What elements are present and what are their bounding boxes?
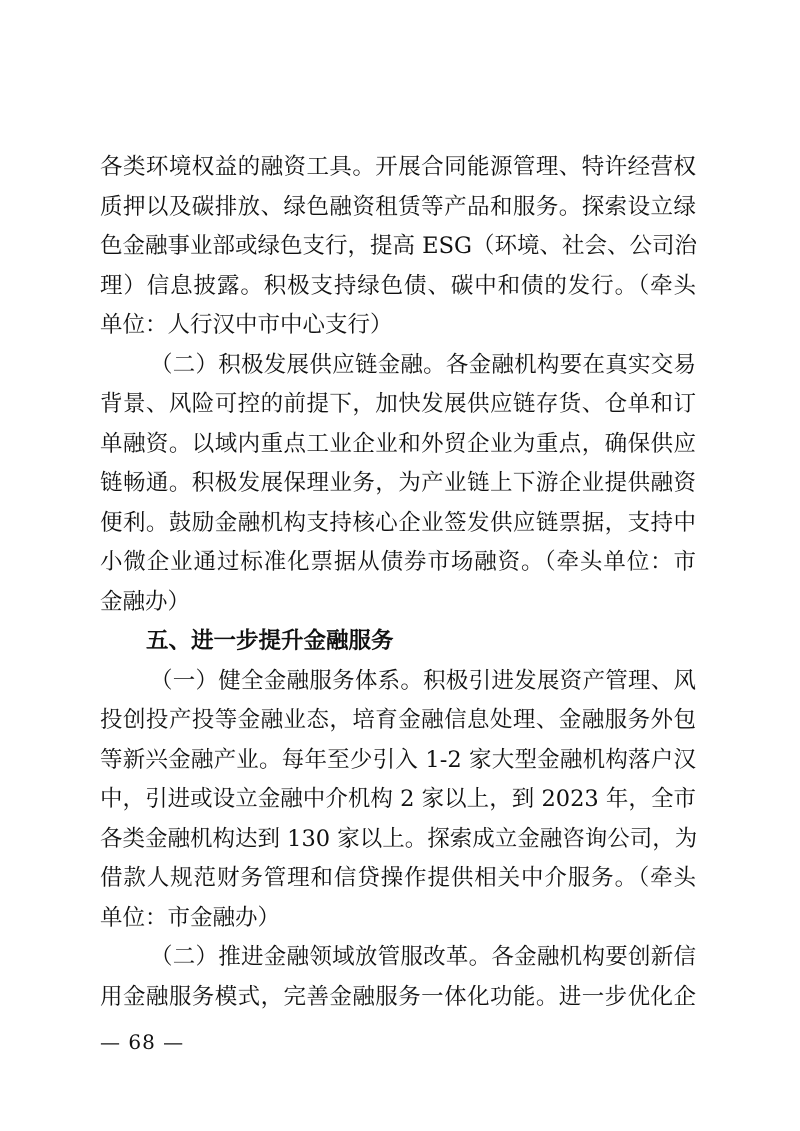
text-line: 金融办） [100,588,191,615]
section-heading: 五、进一步提升金融服务 [146,628,394,654]
text-line: 各类环境权益的融资工具。开展合同能源管理、特许经营权 [100,154,696,180]
text-line: （二）积极发展供应链金融。各金融机构要在真实交易 [150,351,696,378]
text-line: 色金融事业部或绿色支行，提高 ESG（环境、社会、公司治 [100,233,697,259]
text-line: （二）推进金融领域放管服改革。各金融机构要创新信 [150,944,696,970]
page-number: — 68 — [100,1030,185,1054]
text-line: 单融资。以域内重点工业企业和外贸企业为重点，确保供应 [100,430,696,457]
text-line: 中，引进或设立金融中介机构 2 家以上，到 2023 年，全市 [100,786,696,812]
text-line: 理）信息披露。积极支持绿色债、碳中和债的发行。（牵头 [100,272,696,299]
text-line: 借款人规范财务管理和信贷操作提供相关中介服务。（牵头 [100,865,696,891]
text-line: （一）健全金融服务体系。积极引进发展资产管理、风 [150,667,696,694]
text-line: 单位：人行汉中市中心支行） [100,312,393,338]
text-line: 背景、风险可控的前提下，加快发展供应链存货、仓单和订 [100,391,696,417]
paragraph-finance-reform [100,938,696,1017]
text-line: 便利。鼓励金融机构支持核心企业签发供应链票据，支持中 [100,509,696,536]
text-line: 链畅通。积极发展保理业务，为产业链上下游企业提供融资 [100,470,696,496]
document-body [100,148,696,1017]
text-line: 小微企业通过标准化票据从债券市场融资。（牵头单位：市 [100,549,696,575]
text-line: 各类金融机构达到 130 家以上。探索成立金融咨询公司，为 [100,825,698,852]
text-line: 质押以及碳排放、绿色融资租赁等产品和服务。探索设立绿 [100,193,696,220]
paragraph-financial-service-system [100,662,696,939]
paragraph-supply-chain-finance [100,346,696,623]
text-line: 等新兴金融产业。每年至少引入 1-2 家大型金融机构落户汉 [100,746,696,773]
text-line: 单位：市金融办） [100,904,281,931]
text-line: 投创投产投等金融业态，培育金融信息处理、金融服务外包 [100,707,696,733]
paragraph-green-finance-continued [100,148,696,346]
text-line: 用金融服务模式，完善金融服务一体化功能。进一步优化企 [100,983,696,1010]
